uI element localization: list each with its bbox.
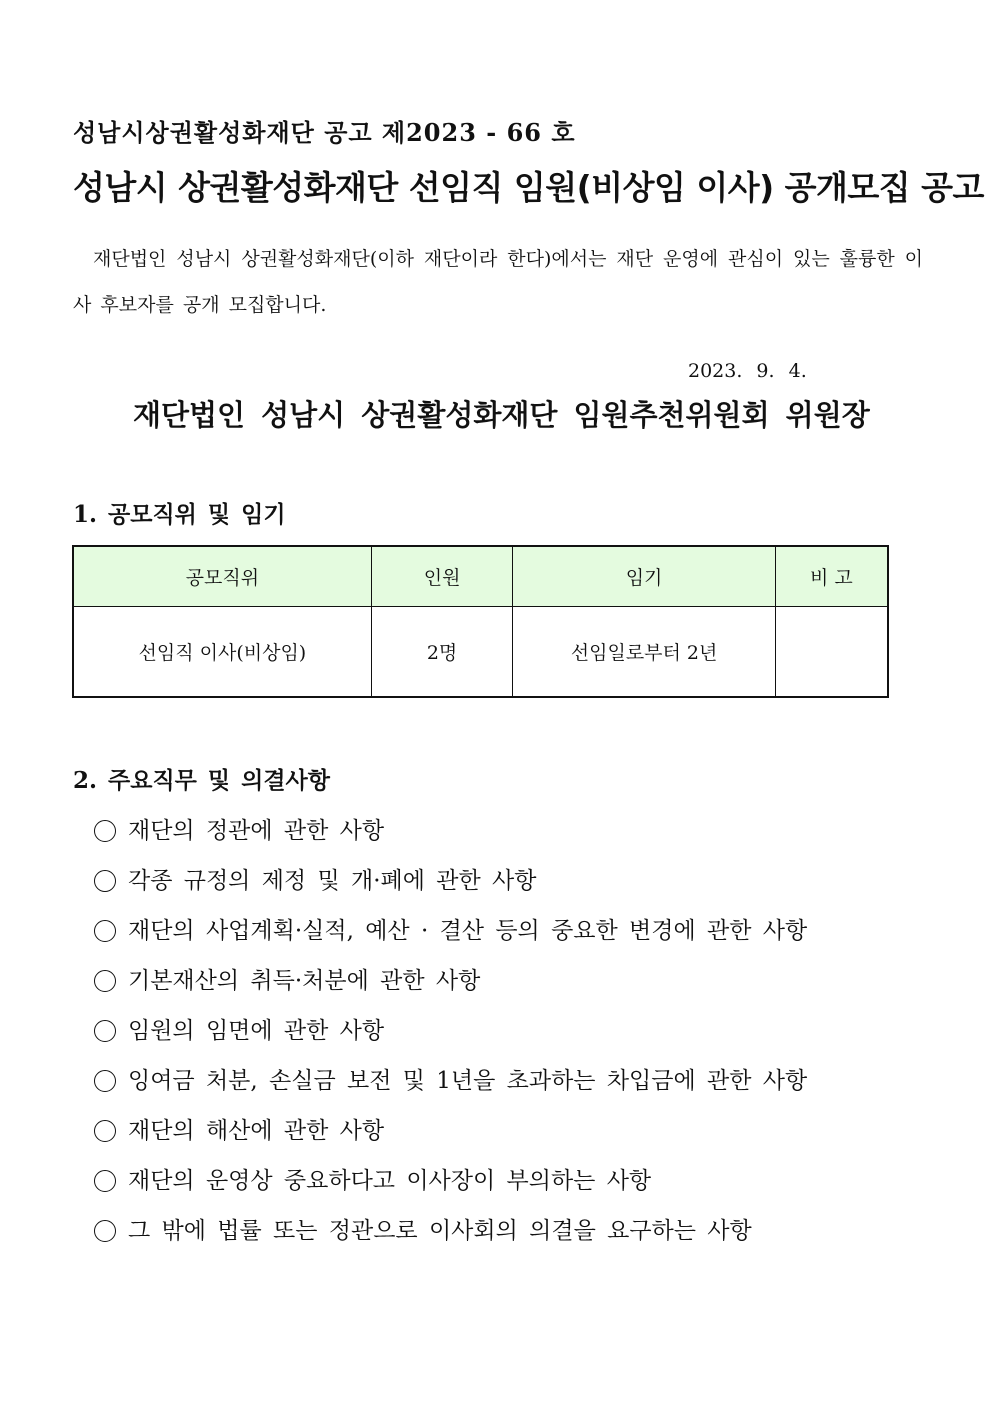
page-title: 성남시 상권활성화재단 선임직 임원(비상임 이사) 공개모집 공고: [73, 168, 984, 207]
list-item: [94, 906, 807, 956]
circle-bullet-icon: [94, 1120, 116, 1142]
notice-date: 2023. 9. 4.: [688, 360, 807, 382]
duties-list: [94, 806, 807, 1256]
circle-bullet-icon: [94, 1220, 116, 1242]
list-item-text: 그 밖에 법률 또는 정관으로 이사회의 의결을 요구하는 사항: [128, 1218, 752, 1244]
notice-number: 성남시상권활성화재단 공고 제2023 - 66 호: [73, 118, 576, 147]
list-item-text: 기본재산의 취득·처분에 관한 사항: [128, 968, 481, 994]
table-row: [73, 606, 888, 697]
circle-bullet-icon: [94, 920, 116, 942]
circle-bullet-icon: [94, 1170, 116, 1192]
table-header-row: [73, 546, 888, 606]
column-header-term: 임기: [513, 546, 775, 606]
column-header-position: 공모직위: [73, 546, 371, 606]
circle-bullet-icon: [94, 820, 116, 842]
section-heading-duties: 2. 주요직무 및 의결사항: [73, 767, 330, 794]
column-header-remarks: 비 고: [775, 546, 888, 606]
list-item: [94, 856, 807, 906]
cell-count: 2명: [371, 606, 513, 697]
list-item-text: 재단의 정관에 관한 사항: [128, 818, 385, 844]
cell-remarks: [775, 606, 888, 697]
intro-paragraph: 재단법인 성남시 상권활성화재단(이하 재단이라 한다)에서는 재단 운영에 관심이 있는 훌륭한 이사 후보자를 공개 모집합니다.: [73, 248, 923, 316]
circle-bullet-icon: [94, 1020, 116, 1042]
circle-bullet-icon: [94, 970, 116, 992]
list-item-text: 임원의 임면에 관한 사항: [128, 1018, 385, 1044]
signatory: 재단법인 성남시 상권활성화재단 임원추천위원회 위원장: [133, 398, 870, 432]
section-heading-positions: 1. 공모직위 및 임기: [73, 501, 286, 528]
list-item-text: 재단의 운영상 중요하다고 이사장이 부의하는 사항: [128, 1168, 652, 1194]
list-item: [94, 1156, 807, 1206]
column-header-count: 인원: [371, 546, 513, 606]
list-item: [94, 1206, 807, 1256]
list-item: [94, 1106, 807, 1156]
cell-term: 선임일로부터 2년: [513, 606, 775, 697]
circle-bullet-icon: [94, 870, 116, 892]
list-item-text: 재단의 사업계획·실적, 예산 · 결산 등의 중요한 변경에 관한 사항: [128, 918, 808, 944]
positions-table: [72, 545, 889, 698]
list-item-text: 잉여금 처분, 손실금 보전 및 1년을 초과하는 차입금에 관한 사항: [128, 1068, 808, 1094]
list-item: [94, 1006, 807, 1056]
list-item-text: 각종 규정의 제정 및 개·폐에 관한 사항: [128, 868, 537, 894]
circle-bullet-icon: [94, 1070, 116, 1092]
cell-position: 선임직 이사(비상임): [73, 606, 371, 697]
list-item: [94, 806, 807, 856]
list-item-text: 재단의 해산에 관한 사항: [128, 1118, 385, 1144]
list-item: [94, 1056, 807, 1106]
list-item: [94, 956, 807, 1006]
